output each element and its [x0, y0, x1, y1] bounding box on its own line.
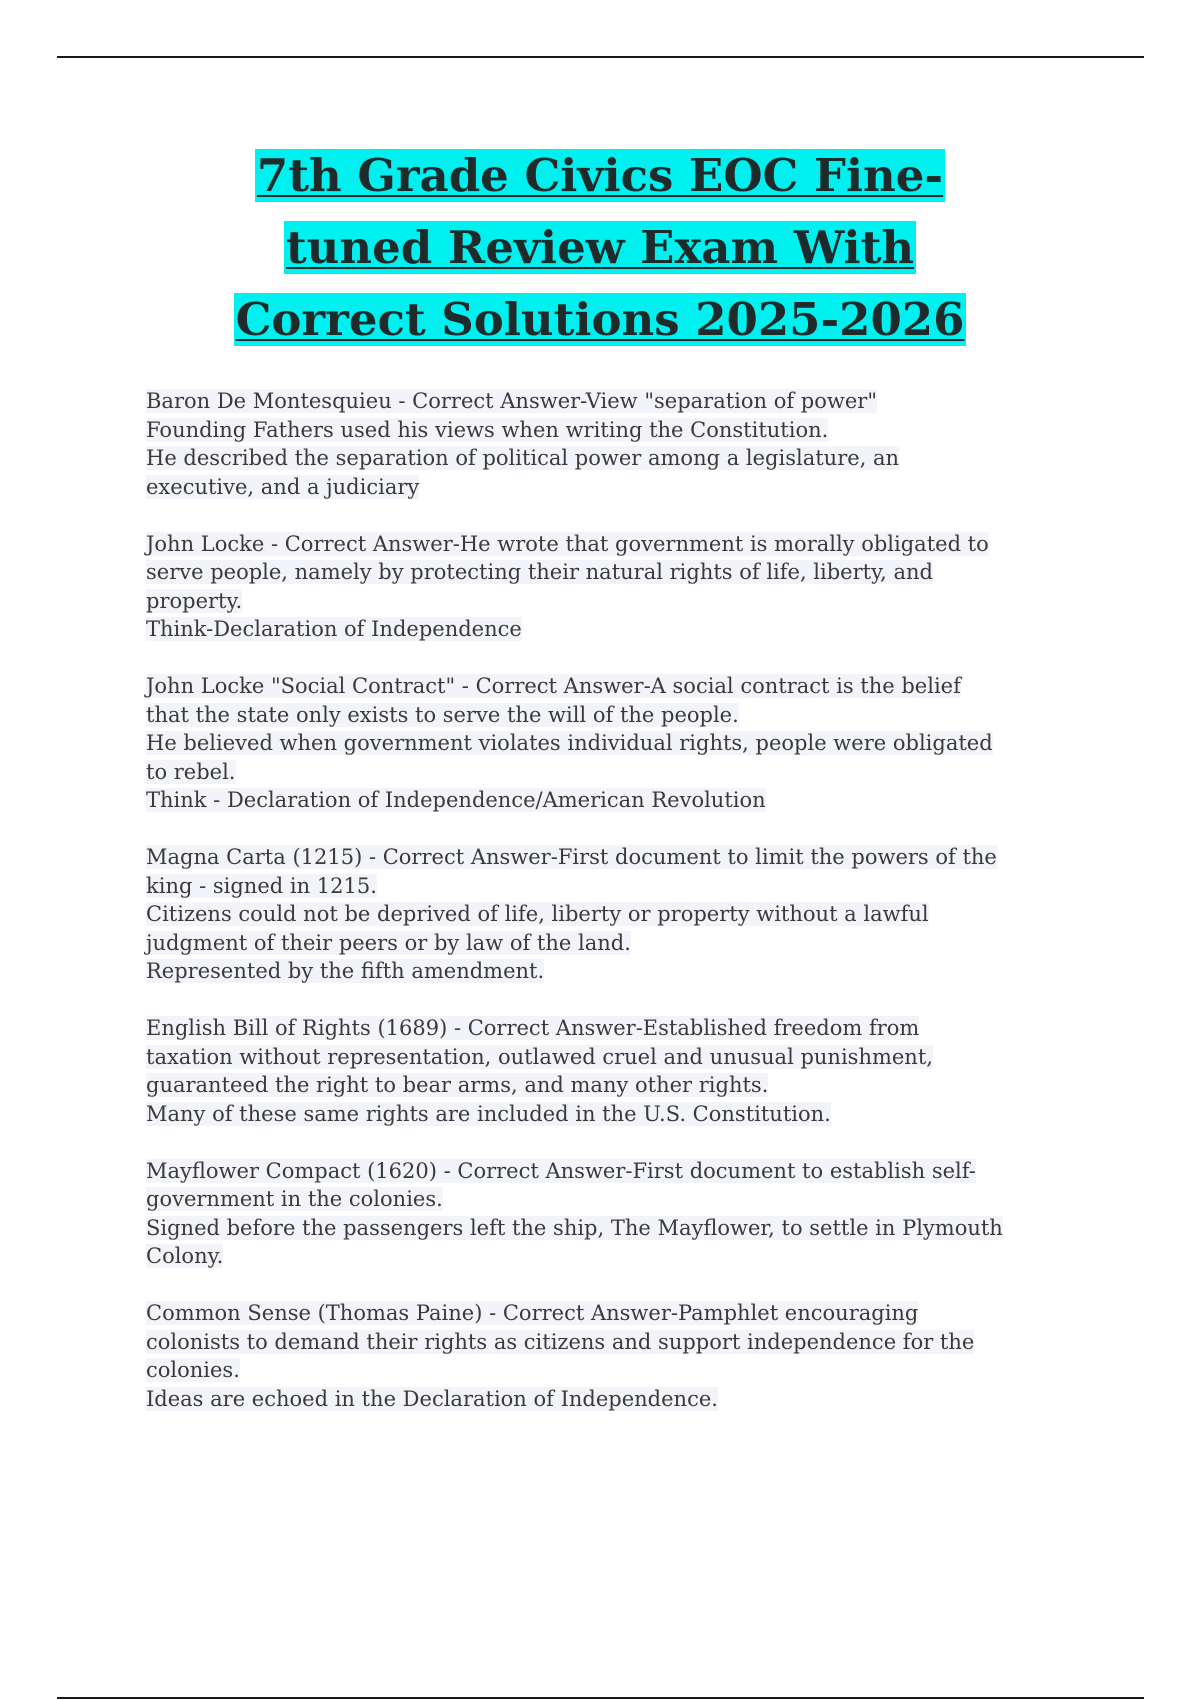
entry-line: John Locke "Social Contract" - Correct Answer-A social contract is the belief — [146, 674, 961, 698]
page-title — [150, 145, 1050, 361]
entry-line: Many of these same rights are included in the U.S. Constitution. — [146, 1101, 831, 1126]
entry-line: Represented by the fifth amendment. — [146, 959, 545, 983]
entry-line: to rebel. — [146, 759, 236, 784]
entry-line: Common Sense (Thomas Paine) - Correct Answer-Pamphlet encouraging — [146, 1301, 919, 1325]
entry-line: that the state only exists to serve the will of the people. — [146, 702, 739, 727]
entry-line: Magna Carta (1215) - Correct Answer-First document to limit the powers of the — [146, 845, 997, 869]
title-line: Correct Solutions 2025-2026 — [235, 293, 965, 346]
title-line: tuned Review Exam With — [285, 221, 915, 274]
entry-montesquieu — [146, 387, 1106, 501]
entry-line: colonies. — [146, 1358, 240, 1382]
footer-rule — [57, 1697, 1144, 1699]
entry-line: colonists to demand their rights as citizens and support independence for the — [146, 1329, 975, 1354]
entry-line: king - signed in 1215. — [146, 873, 377, 898]
entry-line: Ideas are echoed in the Declaration of Independence. — [146, 1386, 718, 1411]
entry-line: English Bill of Rights (1689) - Correct Answer-Established freedom from — [146, 1016, 920, 1040]
entry-line: guaranteed the right to bear arms, and many other rights. — [146, 1073, 769, 1097]
entry-line: Signed before the passengers left the ship, The Mayflower, to settle in Plymouth — [146, 1215, 1003, 1240]
entry-line: Mayflower Compact (1620) - Correct Answer-First document to establish self- — [146, 1158, 976, 1183]
entry-line: Citizens could not be deprived of life, liberty or property without a lawful — [146, 902, 929, 926]
entry-line: He believed when government violates individual rights, people were obligated — [146, 731, 993, 755]
entry-line: taxation without representation, outlawed cruel and unusual punishment, — [146, 1044, 933, 1069]
entry-line: Colony. — [146, 1244, 224, 1268]
header-rule — [57, 56, 1144, 58]
entry-line: Baron De Montesquieu - Correct Answer-View "separation of power" — [146, 389, 877, 413]
entry-line: Think-Declaration of Independence — [146, 617, 522, 641]
entry-magna-carta — [146, 843, 1106, 986]
entry-mayflower-compact — [146, 1157, 1106, 1271]
review-entries — [146, 387, 1106, 1442]
entry-english-bill-of-rights — [146, 1014, 1106, 1128]
entry-line: serve people, namely by protecting their natural rights of life, liberty, and — [146, 560, 933, 584]
entry-social-contract — [146, 672, 1106, 815]
entry-john-locke — [146, 530, 1106, 644]
entry-line: executive, and a judiciary — [146, 474, 420, 499]
entry-line: He described the separation of political power among a legislature, an — [146, 446, 900, 470]
entry-line: property. — [146, 588, 243, 613]
entry-common-sense — [146, 1299, 1106, 1413]
entry-line: John Locke - Correct Answer-He wrote that government is morally obligated to — [146, 531, 989, 556]
entry-line: Think - Declaration of Independence/American Revolution — [146, 788, 766, 812]
entry-line: government in the colonies. — [146, 1187, 443, 1211]
entry-line: Founding Fathers used his views when writing the Constitution. — [146, 417, 829, 442]
title-line: 7th Grade Civics EOC Fine- — [256, 149, 944, 202]
entry-line: judgment of their peers or by law of the land. — [146, 930, 631, 955]
